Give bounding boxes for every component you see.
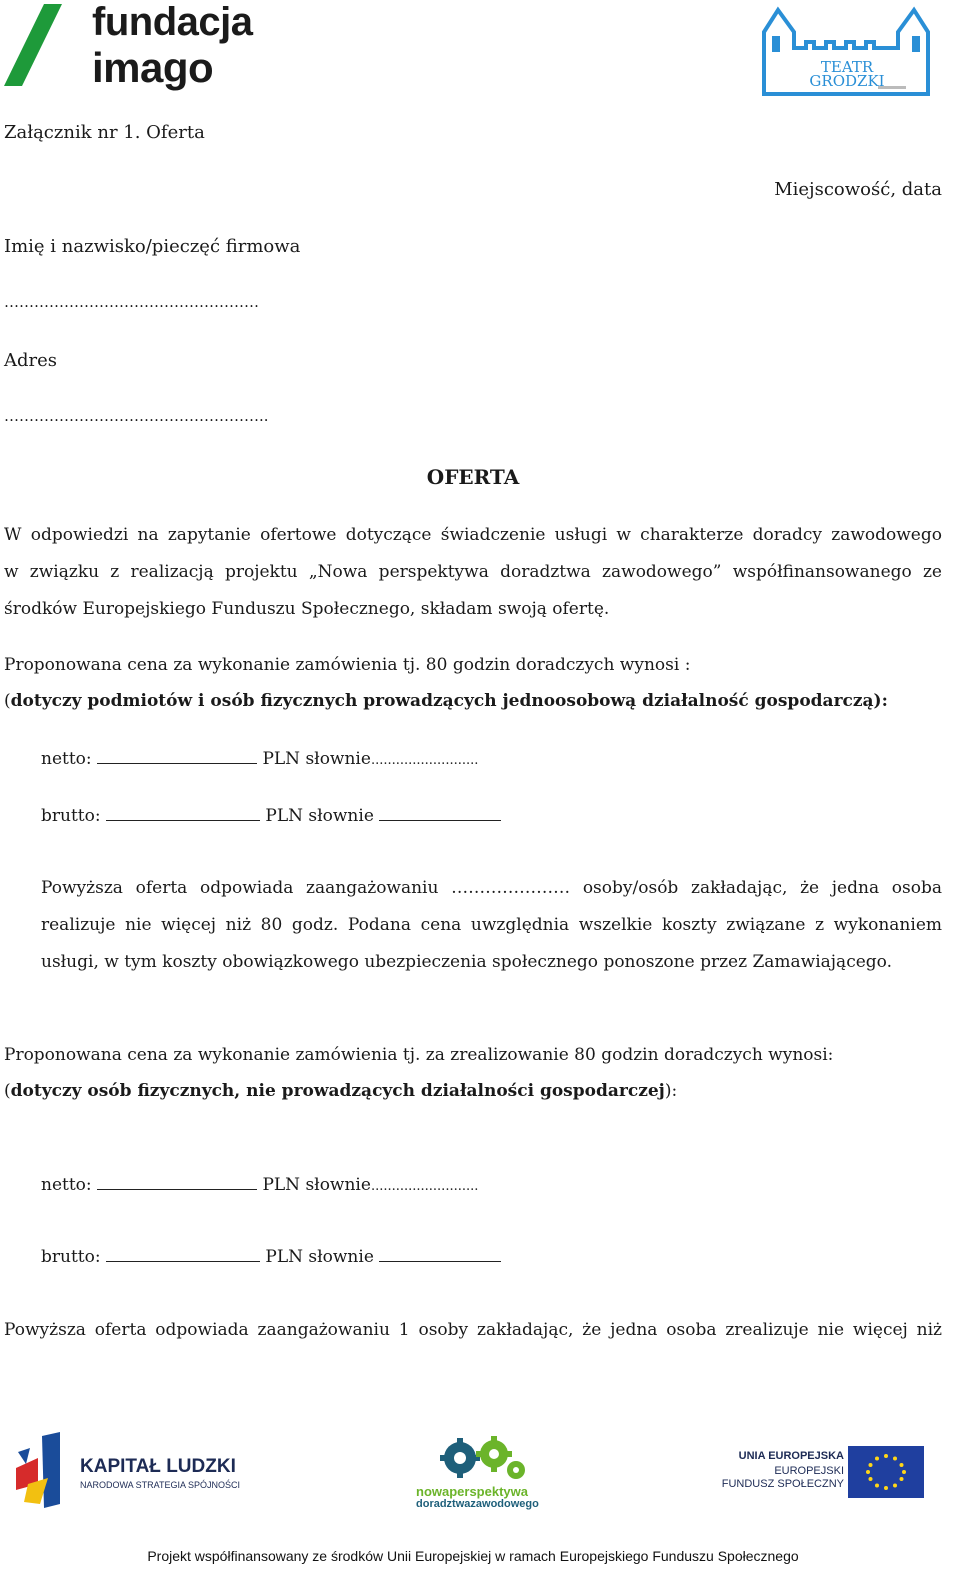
intro-line-1: W odpowiedzi na zapytanie ofertowe dotyczące świadczenie usługi w charakterze doradcy zawodowego xyxy=(4,525,942,545)
section2-brutto-words-field[interactable] xyxy=(379,1247,501,1262)
logo-fundacja-text: fundacja xyxy=(92,0,253,44)
fundacja-imago-logo xyxy=(4,0,284,94)
section1-netto-field[interactable] xyxy=(97,749,257,764)
section2-applies-open: ( xyxy=(4,1081,11,1101)
page-title: OFERTA xyxy=(426,465,520,489)
eu-line-2: EUROPEJSKI xyxy=(774,1465,844,1477)
section1-netto-pln: PLN słownie xyxy=(262,749,371,769)
section1-netto-dots: .......................... xyxy=(370,753,479,768)
section2-brutto-field[interactable] xyxy=(106,1247,260,1262)
section1-commit-line-2: realizuje nie więcej niż 80 godz. Podana cena uwzględnia wszelkie koszty związane z wykonaniem xyxy=(41,915,942,935)
section2-netto-row xyxy=(41,1175,478,1195)
logo-imago-text: imago xyxy=(92,44,214,91)
section1-brutto-field[interactable] xyxy=(106,806,260,821)
logo-grodzki-text: GRODZKI xyxy=(809,72,885,90)
logo-teatr-text: TEATR xyxy=(820,58,874,76)
section2-netto-dots: .......................... xyxy=(370,1179,479,1194)
section2-applies xyxy=(4,1081,677,1101)
kl-title: KAPITAŁ LUDZKI xyxy=(80,1456,236,1477)
name-dots: …………………………………………… xyxy=(4,293,259,311)
eu-line-1: UNIA EUROPEJSKA xyxy=(738,1450,844,1462)
np-line-2: doradztwazawodowego xyxy=(416,1498,539,1510)
section2-netto-pln: PLN słownie xyxy=(262,1175,371,1195)
section1-applies-open: ( xyxy=(4,691,11,711)
section1-brutto-label: brutto: xyxy=(41,806,101,826)
np-line-1: nowaperspektywa xyxy=(416,1484,528,1499)
section2-price-line: Proponowana cena za wykonanie zamówienia tj. za zrealizowanie 80 godzin doradczych wynosi: xyxy=(4,1045,834,1065)
section2-commit-line: Powyższa oferta odpowiada zaangażowaniu 1 osoby zakładając, że jedna osoba zrealizuje nie więcej niż xyxy=(4,1320,942,1340)
intro-line-2: w związku z realizacją projektu „Nowa perspektywa doradztwa zawodowego” współfinansowanego ze xyxy=(4,562,942,582)
teatr-grodzki-logo xyxy=(758,2,936,106)
attachment-label: Załącznik nr 1. Oferta xyxy=(4,122,205,143)
kapital-ludzki-logo xyxy=(14,1432,264,1512)
intro-line-3: środków Europejskiego Funduszu Społecznego, składam swoją ofertę. xyxy=(4,599,610,619)
section1-applies-bold: dotyczy podmiotów i osób fizycznych prowadzących jednoosobową działalność gospodarczą xyxy=(10,691,874,711)
section2-netto-field[interactable] xyxy=(97,1175,257,1190)
section2-applies-close: ): xyxy=(664,1081,678,1101)
eu-line-3: FUNDUSZ SPOŁECZNY xyxy=(721,1478,844,1490)
place-date-label: Miejscowość, data xyxy=(774,179,942,200)
section1-brutto-row xyxy=(41,806,501,826)
footer-note: Projekt współfinansowany ze środków Unii Europejskiej w ramach Europejskiego Funduszu Społecznego xyxy=(147,1548,799,1564)
eu-flag-icon xyxy=(848,1446,924,1498)
section1-brutto-pln: PLN słownie xyxy=(265,806,374,826)
section1-commit-line-1: Powyższa oferta odpowiada zaangażowaniu ………………… osoby/osób zakładając, że jedna osoba xyxy=(41,878,942,898)
section2-applies-bold: dotyczy osób fizycznych, nie prowadzących działalności gospodarczej xyxy=(10,1081,665,1101)
section2-brutto-row xyxy=(41,1247,501,1267)
section2-brutto-pln: PLN słownie xyxy=(265,1247,374,1267)
section1-netto-label: netto: xyxy=(41,749,92,769)
address-dots: …………………………………………….. xyxy=(4,407,269,425)
section2-brutto-label: brutto: xyxy=(41,1247,101,1267)
section1-price-line: Proponowana cena za wykonanie zamówienia tj. 80 godzin doradczych wynosi : xyxy=(4,655,691,675)
name-label: Imię i nazwisko/pieczęć firmowa xyxy=(4,236,301,257)
eu-efs-logo xyxy=(721,1444,930,1500)
section1-commit-line-3: usługi, w tym koszty obowiązkowego ubezpieczenia społecznego ponoszone przez Zamawiającego. xyxy=(41,952,892,972)
section1-applies-close: ): xyxy=(873,691,888,711)
address-label: Adres xyxy=(4,350,58,371)
section1-applies xyxy=(4,691,888,711)
section2-netto-label: netto: xyxy=(41,1175,92,1195)
nowa-perspektywa-logo xyxy=(412,1436,552,1516)
section1-netto-row xyxy=(41,749,478,769)
kl-subtitle: NARODOWA STRATEGIA SPÓJNOŚCI xyxy=(80,1480,241,1490)
section1-brutto-words-field[interactable] xyxy=(379,806,501,821)
